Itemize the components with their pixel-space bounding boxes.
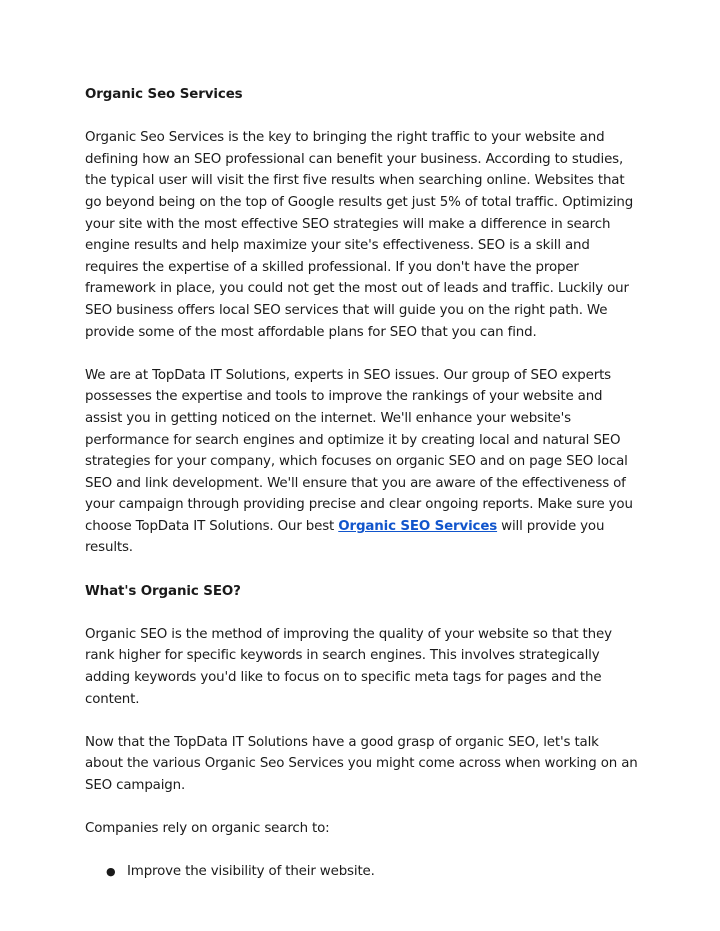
list-item-text: Improve the visibility of their website. [127,864,375,880]
list-item [85,861,640,883]
heading-organic-seo-services: Organic Seo Services [85,87,243,102]
paragraph-companies-rely: Companies rely on organic search to: [85,821,330,837]
bullet-dot-icon: ● [106,865,116,879]
organic-seo-services-link[interactable]: Organic SEO Services [338,518,498,534]
paragraph-topdata-text: We are at TopData IT Solutions, experts in SEO issues. Our group of SEO experts possesses the expertise and tools to improve the rankings of your website and assist you in getting noticed on the internet. We'll enhance your website's performance for search engines and optimize it by creating local and natural SEO strategies for your company, which focuses on organic SEO and on page SEO local SEO and link development. We'll ensure that you are aware of the effectiveness of your campaign through providing precise and clear ongoing reports. Make sure you choose TopData IT Solutions. Our best [85,367,633,534]
bullet-list [85,861,640,883]
paragraph-topdata-tail: will provide you results. [85,518,605,556]
document-page [85,84,640,883]
paragraph-organic-seo-services: Now that the TopData IT Solutions have a good grasp of organic SEO, let's talk about the various Organic Seo Services you might come across when working on an SEO campaign. [85,734,638,793]
paragraph-intro: Organic Seo Services is the key to bringing the right traffic to your website and defining how an SEO professional can benefit your business. According to studies, the typical user will visit the first five results when searching online. Websites that go beyond being on the top of Google results get just 5% of total traffic. Optimizing your site with the most effective SEO strategies will make a difference in search engine results and help maximize your site's effectiveness. SEO is a skill and requires the expertise of a skilled professional. If you don't have the proper framework in place, you could not get the most out of leads and traffic. Luckily our SEO business offers local SEO services that will guide you on the right path. We provide some of the most affordable plans for SEO that you can find. [85,130,634,340]
heading-whats-organic-seo: What's Organic SEO? [85,583,241,599]
paragraph-topdata [85,365,640,559]
paragraph-organic-seo-definition: Organic SEO is the method of improving the quality of your website so that they rank higher for specific keywords in search engines. This involves strategically adding keywords you'd like to focus on to specific meta tags for pages and the content. [85,626,612,707]
